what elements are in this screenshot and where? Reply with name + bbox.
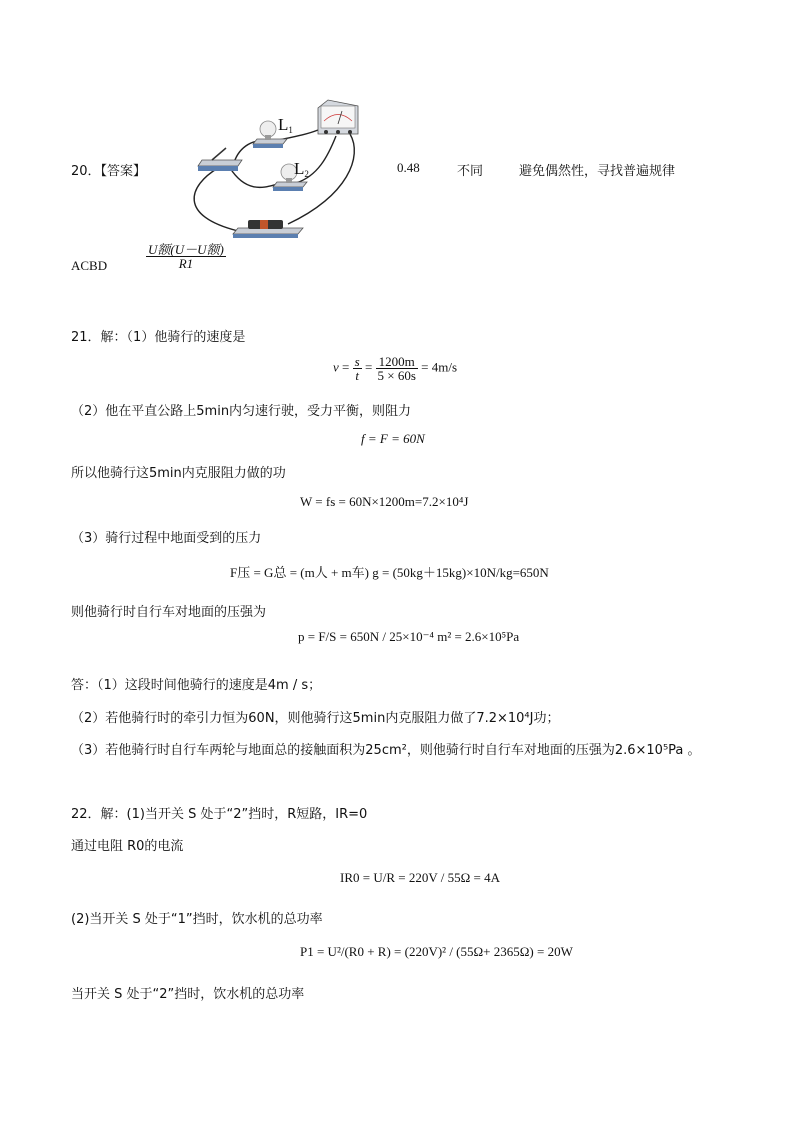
q21-eq4: F压 = G总 = (m人 + m车) g = (50kg＋15kg)×10N/kg=650N	[230, 565, 549, 580]
q21-eq3: W = fs = 60N×1200m=7.2×10⁴J	[300, 494, 469, 509]
l2-label: L2	[294, 159, 309, 179]
q21-eq5: p = F/S = 650N / 25×10⁻⁴ m² = 2.6×10⁵Pa	[298, 629, 520, 644]
q21-p4: （3）骑行过程中地面受到的压力	[71, 531, 262, 546]
circuit-diagram	[178, 96, 378, 246]
q20-value1: 0.48	[397, 160, 420, 175]
q22-head: 22．解：(1)当开关 S 处于“2”挡时，R短路，IR=0	[71, 807, 368, 822]
q21-p3: 所以他骑行这5min内克服阻力做的功	[71, 466, 286, 481]
q20-value3: 避免偶然性，寻找普遍规律	[519, 164, 676, 179]
q20-value2: 不同	[457, 164, 484, 179]
q22-eq2: P1 = U²/(R0 + R) = (220V)² / (55Ω+ 2365Ω) = 20W	[300, 944, 573, 959]
q22-p2: 通过电阻 R0的电流	[71, 839, 184, 854]
ammeter-icon	[318, 100, 358, 134]
q21-ans2: （2）若他骑行时的牵引力恒为60N，则他骑行这5min内克服阻力做了7.2×10⁴J功；	[71, 711, 560, 726]
q22-p3: (2)当开关 S 处于“1”挡时，饮水机的总功率	[71, 912, 323, 927]
q20-formula: $\frac{\text{U额(U－U额)}}{R1}$	[148, 242, 224, 271]
rheostat-icon	[233, 220, 303, 238]
q21-p5: 则他骑行时自行车对地面的压强为	[71, 605, 267, 620]
q21-ans1: 答：（1）这段时间他骑行的速度是4m / s；	[71, 678, 322, 693]
q22-eq1: IR0 = U/R = 220V / 55Ω = 4A	[340, 870, 500, 885]
q21-eq2: f = F = 60N	[361, 431, 425, 446]
q21-eq1: v = $\frac{s}{t}$ = $\frac{1200m}{5 \times 60s}$ = 4m/s	[333, 354, 458, 383]
q20-label: 20．【答案】	[71, 164, 147, 179]
l1-label: L1	[278, 115, 293, 135]
q21-ans3: （3）若他骑行时自行车两轮与地面总的接触面积为25cm²，则他骑行时自行车对地面的压强为2.6×10⁵Pa 。	[71, 743, 701, 758]
q22-p4: 当开关 S 处于“2”挡时，饮水机的总功率	[71, 987, 305, 1002]
q20-order: ACBD	[71, 258, 108, 273]
q21-head: 21．解：（1）他骑行的速度是	[71, 330, 246, 345]
q21-p2: （2）他在平直公路上5min内匀速行驶，受力平衡，则阻力	[71, 404, 412, 419]
